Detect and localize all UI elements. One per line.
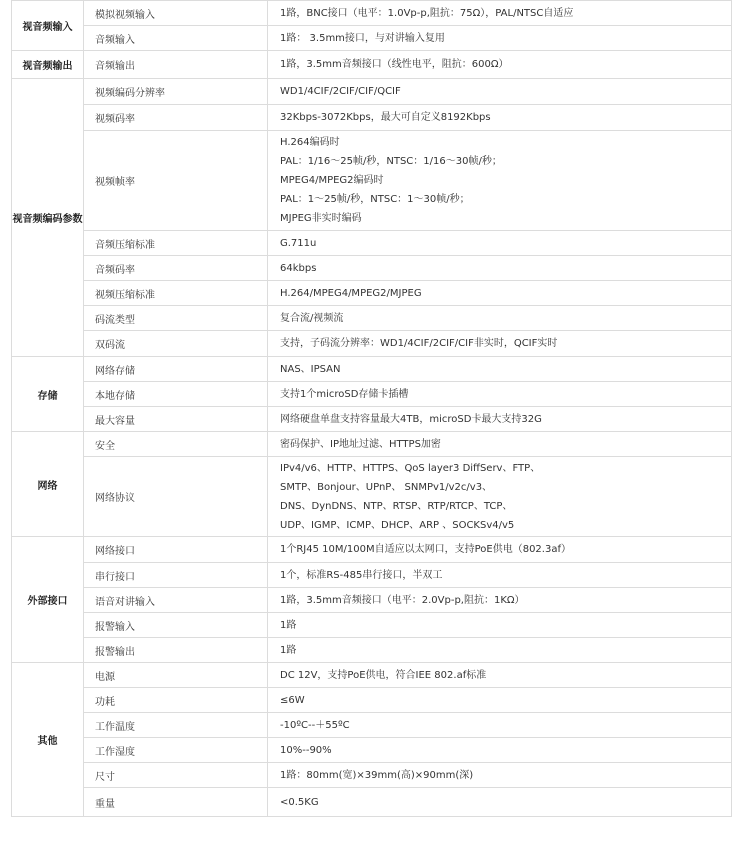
value-cell bbox=[268, 763, 732, 788]
value-cell bbox=[268, 588, 732, 613]
value-line: H.264/MPEG4/MPEG2/MJPEG bbox=[280, 287, 422, 299]
item-cell: 重量 bbox=[84, 788, 268, 817]
value-line: DC 12V，支持PoE供电，符合IEE 802.af标准 bbox=[280, 669, 487, 681]
item-cell: 尺寸 bbox=[84, 763, 268, 788]
value-line: 1路，3.5mm音频接口（电平：2.0Vp-p,阻抗：1KΩ） bbox=[280, 594, 525, 606]
table-row bbox=[12, 26, 732, 51]
value-cell bbox=[268, 688, 732, 713]
value-cell bbox=[268, 432, 732, 457]
value-line: UDP、IGMP、ICMP、DHCP、ARP 、SOCKSv4/v5 bbox=[280, 519, 515, 531]
table-row bbox=[12, 231, 732, 256]
value-cell bbox=[268, 738, 732, 763]
item-cell: 音频压缩标准 bbox=[84, 231, 268, 256]
category-cell: 存储 bbox=[12, 357, 84, 432]
item-cell: 音频码率 bbox=[84, 256, 268, 281]
value-line: DNS、DynDNS、NTP、RTSP、RTP/RTCP、TCP、 bbox=[280, 500, 513, 512]
table-row bbox=[12, 357, 732, 382]
category-cell: 视音频输入 bbox=[12, 1, 84, 51]
value-line: WD1/4CIF/2CIF/CIF/QCIF bbox=[280, 86, 401, 97]
item-cell: 网络协议 bbox=[84, 457, 268, 537]
item-cell: 报警输入 bbox=[84, 613, 268, 638]
value-line: PAL：1～25帧/秒，NTSC：1～30帧/秒； bbox=[280, 194, 470, 205]
table-row bbox=[12, 713, 732, 738]
value-line: 1个RJ45 10M/100M自适应以太网口，支持PoE供电（802.3af） bbox=[280, 544, 571, 555]
value-line: SMTP、Bonjour、UPnP、 SNMPv1/v2c/v3、 bbox=[280, 481, 493, 493]
item-cell: 视频码率 bbox=[84, 105, 268, 131]
table-row bbox=[12, 563, 732, 588]
value-line: MJPEG非实时编码 bbox=[280, 213, 362, 224]
value-line: 1路，3.5mm音频接口（线性电平，阻抗：600Ω） bbox=[280, 59, 509, 70]
value-cell bbox=[268, 79, 732, 105]
category-cell: 视音频输出 bbox=[12, 51, 84, 79]
item-cell: 工作湿度 bbox=[84, 738, 268, 763]
value-line: 10%--90% bbox=[280, 744, 332, 756]
value-line: G.711u bbox=[280, 237, 317, 249]
spec-table bbox=[11, 0, 732, 817]
table-row bbox=[12, 281, 732, 306]
item-cell: 视频编码分辨率 bbox=[84, 79, 268, 105]
value-cell bbox=[268, 306, 732, 331]
table-row bbox=[12, 738, 732, 763]
item-cell: 串行接口 bbox=[84, 563, 268, 588]
value-cell bbox=[268, 713, 732, 738]
table-row bbox=[12, 588, 732, 613]
value-cell bbox=[268, 537, 732, 563]
table-row bbox=[12, 763, 732, 788]
value-line: PAL：1/16～25帧/秒，NTSC：1/16～30帧/秒； bbox=[280, 156, 502, 167]
value-line: 1路，BNC接口（电平：1.0Vp-p,阻抗：75Ω），PAL/NTSC自适应 bbox=[280, 7, 574, 19]
table-row bbox=[12, 688, 732, 713]
value-line: 1路 bbox=[280, 644, 297, 656]
value-cell bbox=[268, 105, 732, 131]
category-cell: 其他 bbox=[12, 663, 84, 817]
item-cell: 音频输入 bbox=[84, 26, 268, 51]
value-line: MPEG4/MPEG2编码时 bbox=[280, 175, 384, 186]
item-cell: 安全 bbox=[84, 432, 268, 457]
item-cell: 双码流 bbox=[84, 331, 268, 357]
value-line: 64kbps bbox=[280, 262, 317, 274]
table-row bbox=[12, 51, 732, 79]
item-cell: 码流类型 bbox=[84, 306, 268, 331]
item-cell: 视频帧率 bbox=[84, 131, 268, 231]
value-line: 1路 bbox=[280, 619, 297, 631]
value-cell bbox=[268, 131, 732, 231]
value-cell bbox=[268, 407, 732, 432]
table-row bbox=[12, 105, 732, 131]
table-row bbox=[12, 331, 732, 357]
value-line: IPv4/v6、HTTP、HTTPS、QoS layer3 DiffServ、FTP、 bbox=[280, 462, 541, 474]
value-cell bbox=[268, 613, 732, 638]
value-cell bbox=[268, 256, 732, 281]
table-row bbox=[12, 537, 732, 563]
value-line: 1路： 3.5mm接口，与对讲输入复用 bbox=[280, 32, 445, 44]
table-row bbox=[12, 1, 732, 26]
value-line: ≤6W bbox=[280, 694, 305, 706]
category-cell: 外部接口 bbox=[12, 537, 84, 663]
category-cell: 网络 bbox=[12, 432, 84, 537]
value-cell bbox=[268, 26, 732, 51]
value-cell bbox=[268, 663, 732, 688]
value-line: 32Kbps-3072Kbps，最大可自定义8192Kbps bbox=[280, 112, 491, 123]
value-cell bbox=[268, 382, 732, 407]
value-line: NAS、IPSAN bbox=[280, 363, 341, 375]
category-cell: 视音频编码参数 bbox=[12, 79, 84, 357]
table-row bbox=[12, 131, 732, 231]
value-cell bbox=[268, 231, 732, 256]
table-row bbox=[12, 407, 732, 432]
value-line: 1个，标准RS-485串行接口，半双工 bbox=[280, 569, 443, 581]
table-row bbox=[12, 613, 732, 638]
value-line: 密码保护、IP地址过滤、HTTPS加密 bbox=[280, 438, 441, 450]
value-cell bbox=[268, 563, 732, 588]
value-line: 1路：80mm(宽)×39mm(高)×90mm(深) bbox=[280, 769, 474, 781]
table-row bbox=[12, 306, 732, 331]
table-row bbox=[12, 457, 732, 537]
item-cell: 报警输出 bbox=[84, 638, 268, 663]
value-line: 复合流/视频流 bbox=[280, 312, 344, 324]
table-row bbox=[12, 432, 732, 457]
item-cell: 模拟视频输入 bbox=[84, 1, 268, 26]
value-cell bbox=[268, 1, 732, 26]
item-cell: 本地存储 bbox=[84, 382, 268, 407]
value-cell bbox=[268, 457, 732, 537]
item-cell: 工作温度 bbox=[84, 713, 268, 738]
table-row bbox=[12, 382, 732, 407]
item-cell: 电源 bbox=[84, 663, 268, 688]
value-line: 支持，子码流分辨率：WD1/4CIF/2CIF/CIF非实时，QCIF实时 bbox=[280, 338, 558, 349]
value-cell bbox=[268, 281, 732, 306]
item-cell: 最大容量 bbox=[84, 407, 268, 432]
item-cell: 功耗 bbox=[84, 688, 268, 713]
table-row bbox=[12, 256, 732, 281]
item-cell: 网络接口 bbox=[84, 537, 268, 563]
value-line: 支持1个microSD存储卡插槽 bbox=[280, 388, 409, 400]
table-row bbox=[12, 638, 732, 663]
value-cell bbox=[268, 788, 732, 817]
table-row bbox=[12, 79, 732, 105]
item-cell: 网络存储 bbox=[84, 357, 268, 382]
value-line: H.264编码时 bbox=[280, 137, 340, 148]
value-line: <0.5KG bbox=[280, 796, 319, 808]
value-cell bbox=[268, 331, 732, 357]
item-cell: 音频输出 bbox=[84, 51, 268, 79]
value-line: 网络硬盘单盘支持容量最大4TB，microSD卡最大支持32G bbox=[280, 413, 542, 425]
item-cell: 语音对讲输入 bbox=[84, 588, 268, 613]
value-line: -10ºC--＋55ºC bbox=[280, 719, 350, 731]
item-cell: 视频压缩标准 bbox=[84, 281, 268, 306]
table-row bbox=[12, 663, 732, 688]
table-row bbox=[12, 788, 732, 817]
value-cell bbox=[268, 357, 732, 382]
value-cell bbox=[268, 638, 732, 663]
value-cell bbox=[268, 51, 732, 79]
